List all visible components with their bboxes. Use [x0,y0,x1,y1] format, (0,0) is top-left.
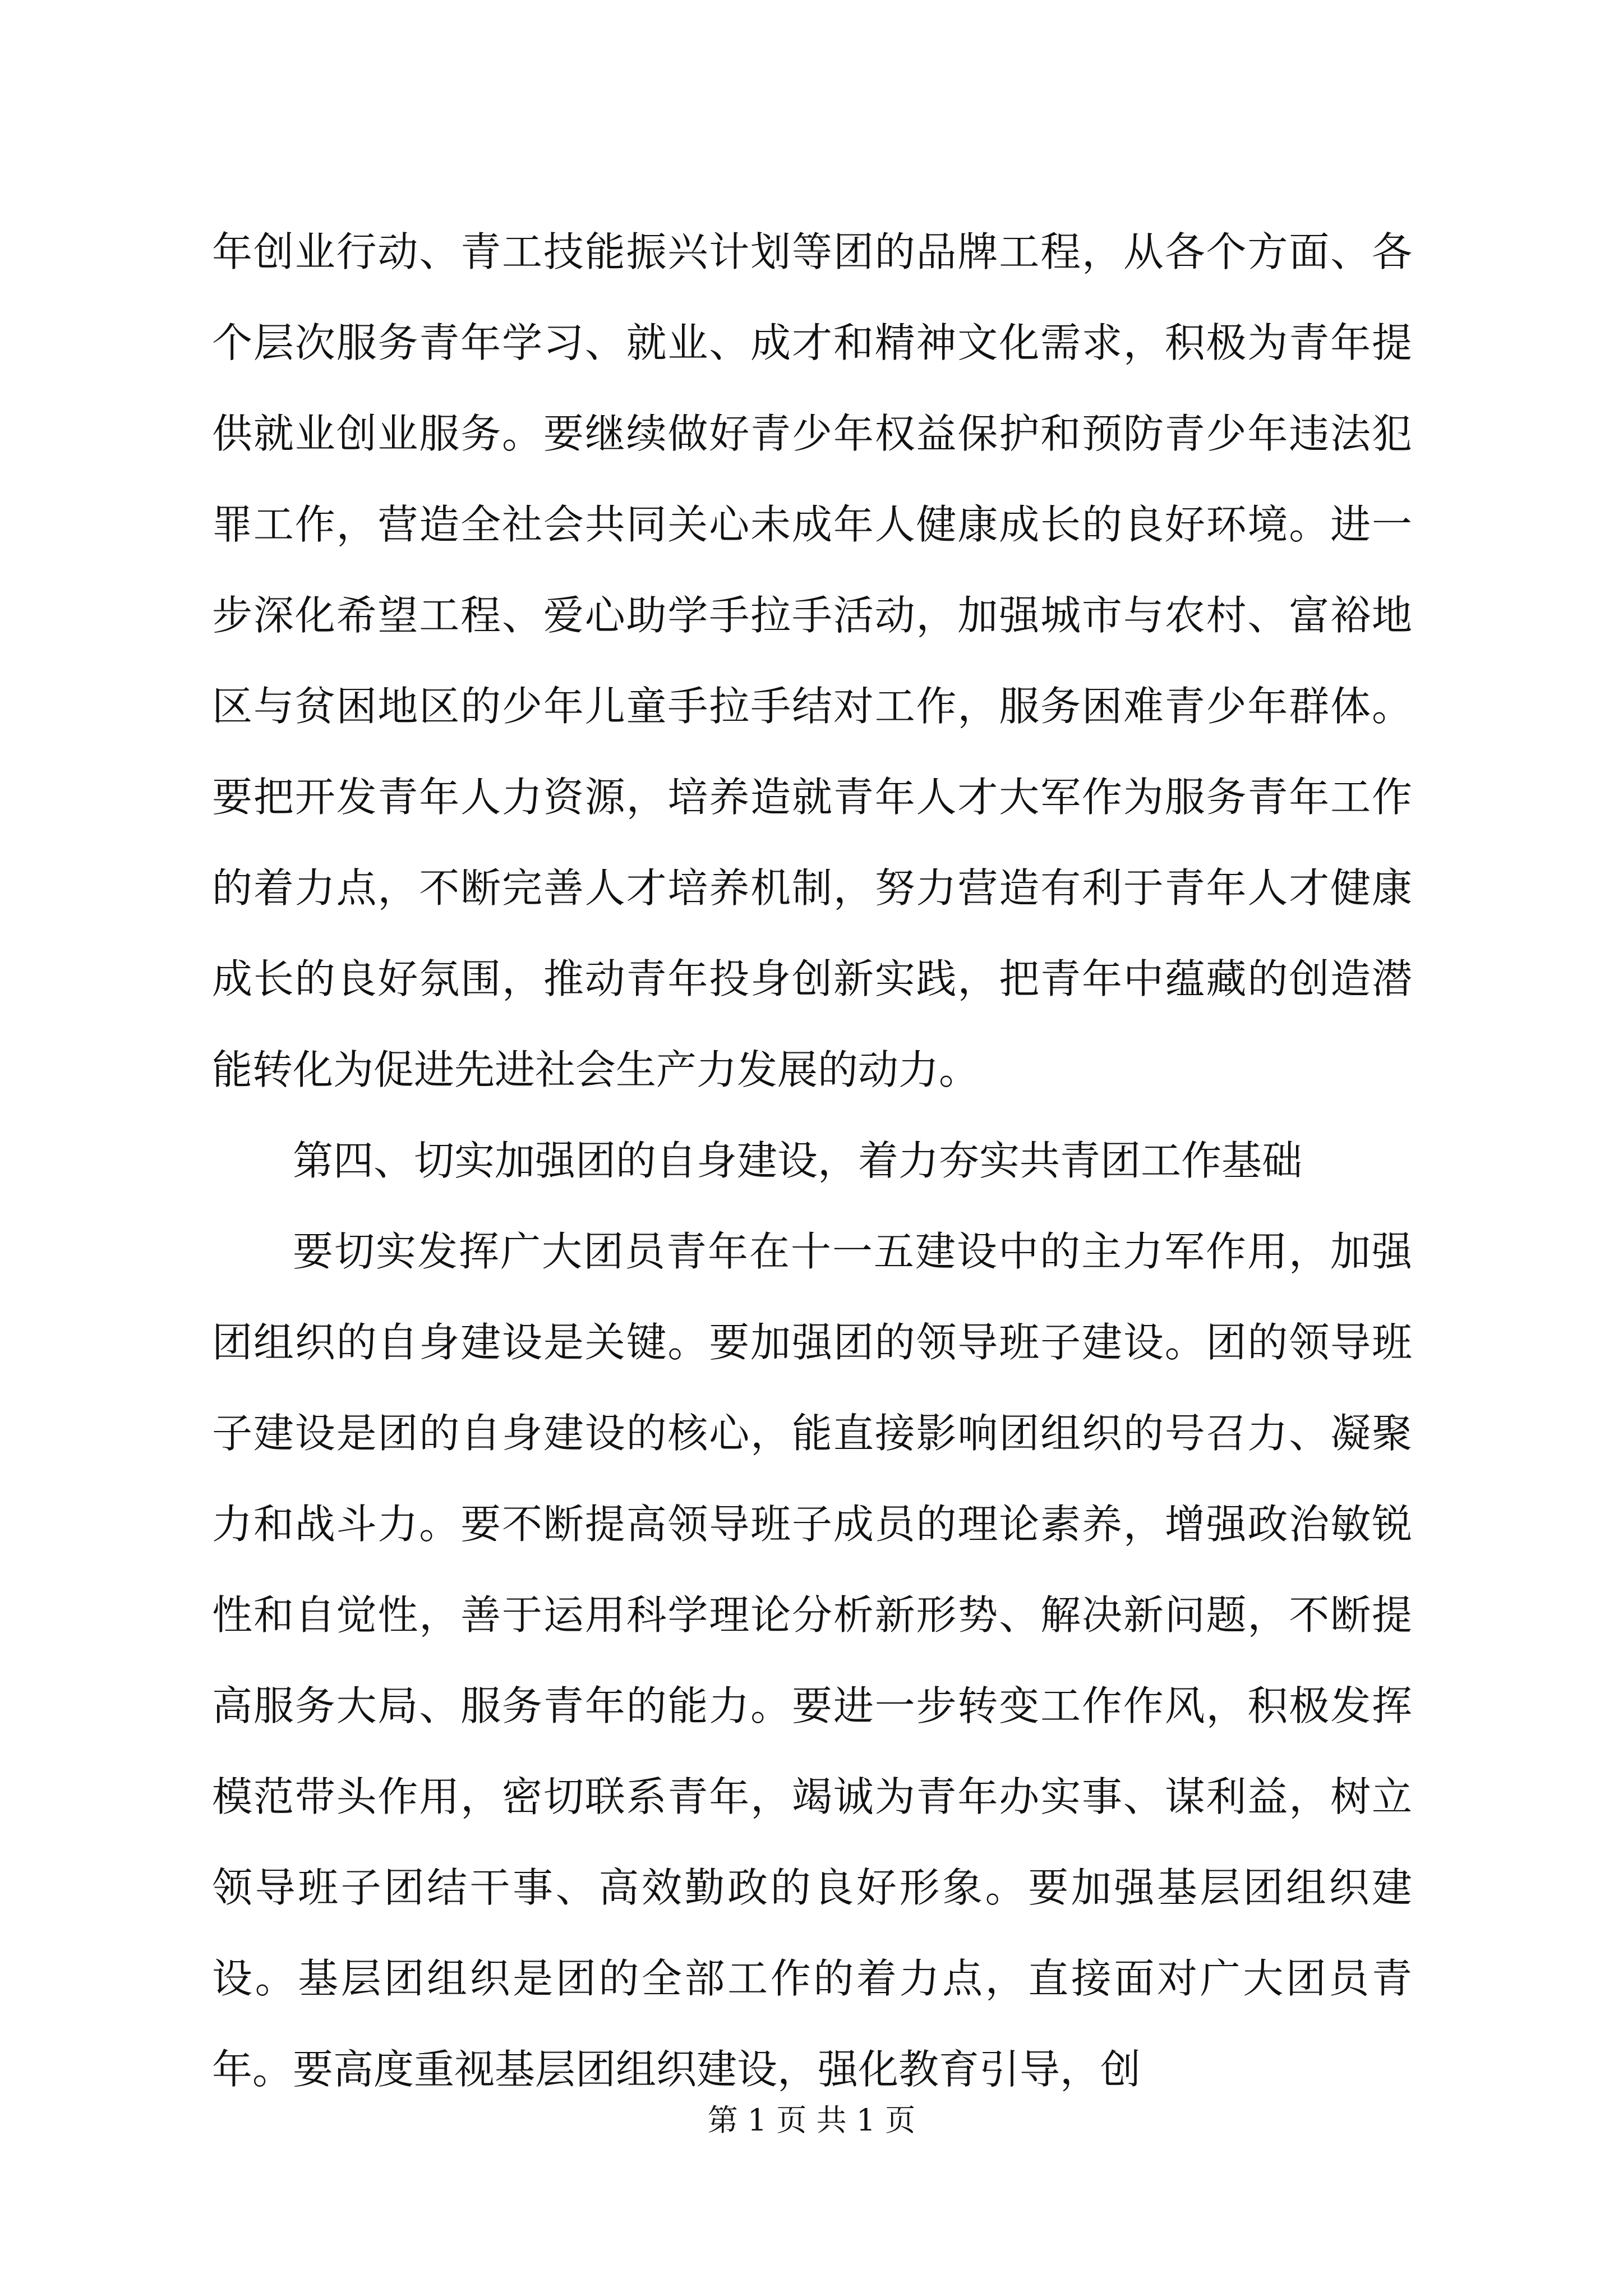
paragraph-3: 要切实发挥广大团员青年在十一五建设中的主力军作用，加强团组织的自身建设是关键。要加强团的领导班子建设。团的领导班子建设是团的自身建设的核心，能直接影响团组织的号召力、凝聚力和战斗力。要不断提高领导班子成员的理论素养，增强政治敏锐性和自觉性，善于运用科学理论分析新形势、解决新问题，不断提高服务大局、服务青年的能力。要进一步转变工作作风，积极发挥模范带头作用，密切联系青年，竭诚为青年办实事、谋利益，树立领导班子团结干事、高效勤政的良好形象。要加强基层团组织建设。基层团组织是团的全部工作的着力点，直接面对广大团员青年。要高度重视基层团组织建设，强化教育引导，创 [212,1228,1412,2093]
page-footer: 第 1 页 共 1 页 [707,2102,916,2138]
paragraph-1: 年创业行动、青工技能振兴计划等团的品牌工程，从各个方面、各个层次服务青年学习、就业、成才和精神文化需求，积极为青年提供就业创业服务。要继续做好青少年权益保护和预防青少年违法犯罪工作，营造全社会共同关心未成年人健康成长的良好环境。进一步深化希望工程、爱心助学手拉手活动，加强城市与农村、富裕地区与贫困地区的少年儿童手拉手结对工作，服务困难青少年群体。要把开发青年人力资源，培养造就青年人才大军作为服务青年工作的着力点，不断完善人才培养机制，努力营造有利于青年人才健康成长的良好氛围，推动青年投身创新实践，把青年中蕴藏的创造潜能转化为促进先进社会生产力发展的动力。 [212,228,1412,1093]
section-heading: 第四、切实加强团的自身建设，着力夯实共青团工作基础 [293,1137,1303,1184]
document-body [212,206,1412,2115]
